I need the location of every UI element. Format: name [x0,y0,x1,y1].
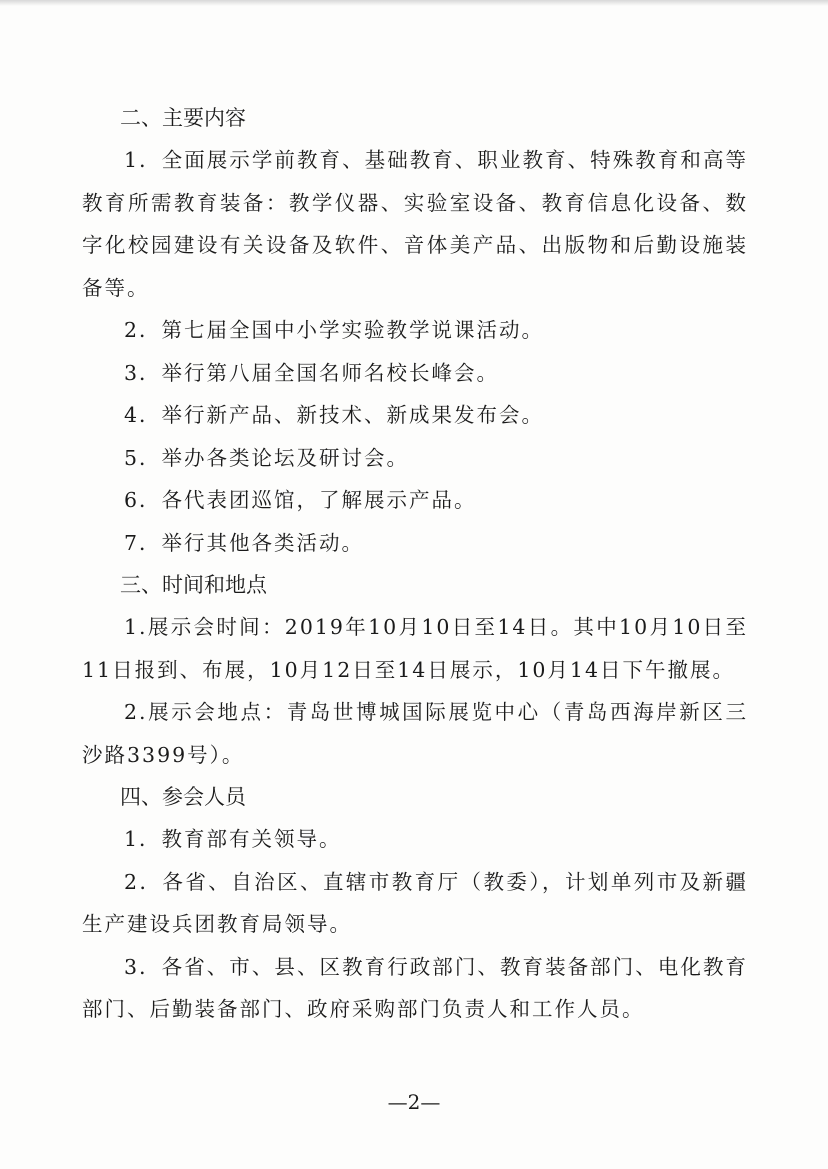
paragraph-item: 3．举行第八届全国名师名校长峰会。 [124,360,500,385]
page-number: —2— [387,1090,441,1114]
paragraph-item: 3．各省、市、县、区教育行政部门、教育装备部门、电化教育部门、后勤装备部门、政府采购部门负责人和工作人员。 [82,954,748,1021]
scan-top-edge [0,0,828,6]
paragraph-item: 1.展示会时间：2019年10月10日至14日。其中10月10日至11日报到、布展，10月12日至14日展示，10月14日下午撤展。 [82,615,748,682]
document-body [82,97,748,1031]
paragraph-item: 1．教育部有关领导。 [124,827,342,851]
section-heading-attendees: 四、参会人员 [120,785,246,809]
paragraph-item: 6．各代表团巡馆，了解展示产品。 [124,488,477,512]
section-heading-time-place: 三、时间和地点 [120,573,267,597]
paragraph-item: 7．举行其他各类活动。 [124,530,365,555]
section-heading-main-content: 二、主要内容 [120,106,246,130]
paragraph-item: 1．全面展示学前教育、基础教育、职业教育、特殊教育和高等教育所需教育装备：教学仪器、实验室设备、教育信息化设备、数字化校园建设有关设备及软件、音体美产品、出版物和后勤设施装备等。 [82,148,748,300]
paragraph-item: 2.展示会地点：青岛世博城国际展览中心（青岛西海岸新区三沙路3399号）。 [82,700,748,767]
paragraph-item: 2．第七届全国中小学实验教学说课活动。 [124,318,545,342]
paragraph-item: 2．各省、自治区、直辖市教育厅（教委），计划单列市及新疆生产建设兵团教育局领导。 [82,869,748,936]
paragraph-item: 4．举行新产品、新技术、新成果发布会。 [124,403,545,427]
paragraph-item: 5．举办各类论坛及研讨会。 [124,445,410,470]
